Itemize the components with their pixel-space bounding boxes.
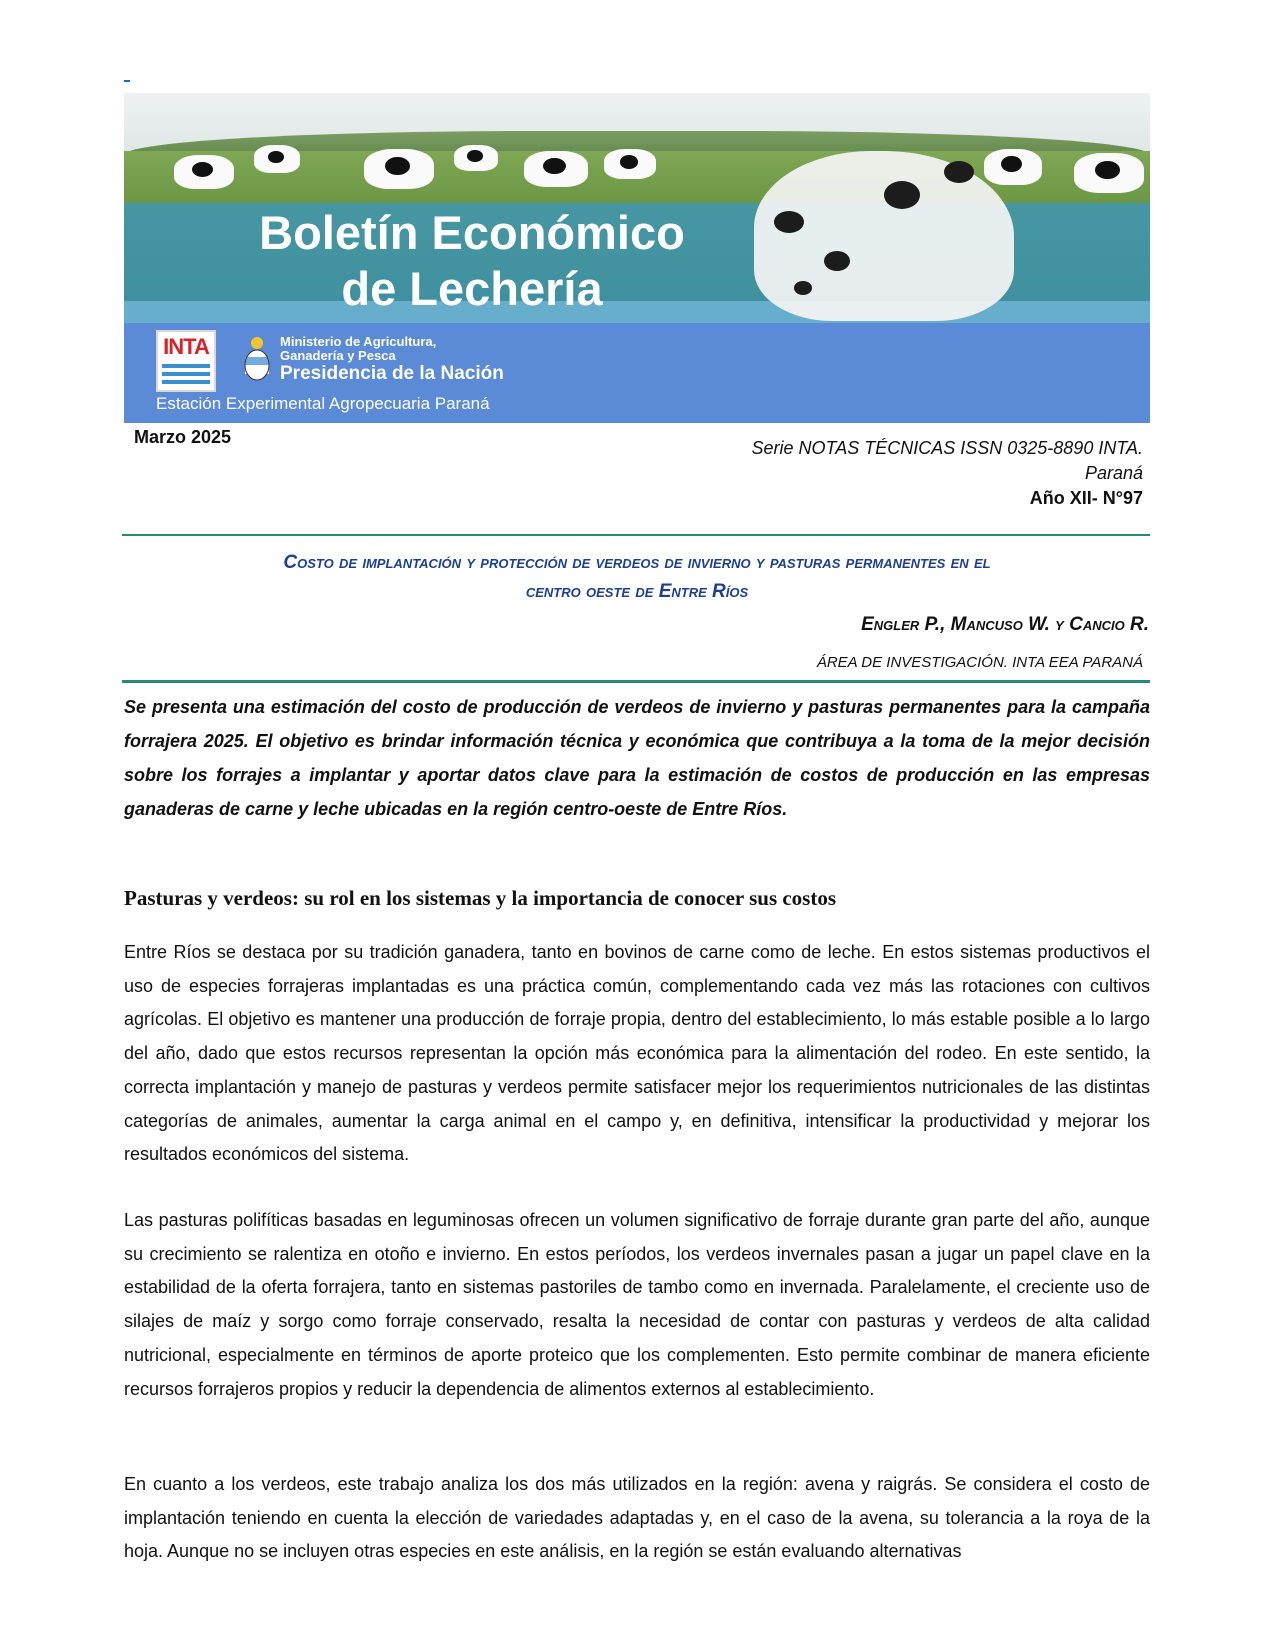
cow-illustration bbox=[524, 151, 588, 187]
series-line2: Paraná bbox=[1084, 463, 1143, 483]
inta-logo bbox=[156, 330, 216, 392]
series-info bbox=[623, 436, 1143, 486]
abstract: Se presenta una estimación del costo de producción de verdeos de invierno y pasturas permanentes para la campaña forrajera 2025. El objetivo es brindar información técnica y económica que contribuya a la toma de la mejor decisión sobre los forrajes a implantar y aportar datos clave para la estimación de costos de producción en las empresas ganaderas de carne y leche ubicadas en la región centro-oeste de Entre Ríos. bbox=[124, 697, 1150, 819]
research-area: ÁREA DE INVESTIGACIÓN. INTA EEA PARANÁ bbox=[816, 654, 1143, 671]
banner-title-line1: Boletín Económico bbox=[259, 206, 685, 259]
series-line1: Serie NOTAS TÉCNICAS ISSN 0325-8890 INTA. bbox=[751, 438, 1143, 458]
body-paragraph: Entre Ríos se destaca por su tradición ganadera, tanto en bovinos de carne como de leche. En estos sistemas productivos el uso de especies forrajeras implantadas es una práctica común, complementando cada vez más las rotaciones con cultivos agrícolas. El objetivo es mantener una producción de forraje propia, dentro del establecimiento, lo más estable posible a lo largo del año, dado que estos recursos representan la opción más económica para la alimentación del rodeo. En este sentido, la correcta implantación y manejo de pasturas y verdeos permite satisfacer mejor los requerimientos nutricionales de las distintas categorías de animales, aumentar la carga animal en el campo y, en definitiva, intensificar la productividad y mejorar los resultados económicos del sistema. bbox=[124, 942, 1150, 1165]
cow-illustration bbox=[254, 145, 300, 173]
article-title bbox=[124, 548, 1150, 606]
body-paragraph: En cuanto a los verdeos, este trabajo analiza los dos más utilizados en la región: avena y raigrás. Se considera el costo de implantación teniendo en cuenta la elección de variedades adaptadas y, en el caso de la avena, su tolerancia a la roya de la hoja. Aunque no se incluyen otras especies en este análisis, en la región se están evaluando alternativas bbox=[124, 1474, 1150, 1562]
presidency-name: Presidencia de la Nación bbox=[280, 363, 504, 384]
header-banner bbox=[124, 93, 1150, 423]
cow-illustration bbox=[364, 149, 434, 189]
station-name: Estación Experimental Agropecuaria Paraná bbox=[156, 394, 490, 413]
body-paragraph: Las pasturas polifíticas basadas en leguminosas ofrecen un volumen significativo de forraje durante gran parte del año, aunque su crecimiento se ralentiza en otoño e invierno. En estos períodos, los verdeos invernales pasan a jugar un papel clave en la estabilidad de la oferta forrajera, tanto en sistemas pastoriles de tambo como en invernada. Paralelamente, el creciente uso de silajes de maíz y sorgo como forraje conservado, resalta la necesidad de contar con pasturas y verdeos de alta calidad nutricional, especialmente en términos de aporte proteico que los complementen. Esto permite combinar de manera eficiente recursos forrajeros propios y reducir la dependencia de alimentos externos al establecimiento. bbox=[124, 1210, 1150, 1399]
page-mark bbox=[124, 80, 130, 82]
section-heading: Pasturas y verdeos: su rol en los sistemas y la importancia de conocer sus costos bbox=[124, 886, 837, 910]
ministry-line2: Ganadería y Pesca bbox=[280, 348, 396, 363]
article-title-line1: Costo de implantación y protección de verdeos de invierno y pasturas permanentes en el bbox=[283, 552, 991, 573]
cow-illustration bbox=[174, 155, 234, 189]
divider-bottom bbox=[122, 680, 1150, 683]
ministry-line1: Ministerio de Agricultura, bbox=[280, 334, 437, 349]
cow-illustration bbox=[984, 149, 1042, 185]
issue-number: Año XII- N°97 bbox=[1029, 488, 1143, 508]
issue-date: Marzo 2025 bbox=[134, 427, 232, 447]
banner-title-line2: de Lechería bbox=[341, 262, 603, 315]
divider-top bbox=[122, 534, 1150, 536]
article-authors: Engler P., Mancuso W. y Cancio R. bbox=[861, 614, 1149, 635]
national-shield-icon bbox=[242, 335, 272, 383]
cow-illustration bbox=[604, 149, 656, 179]
inta-logo-text: INTA bbox=[163, 334, 209, 359]
cow-illustration bbox=[1074, 153, 1144, 193]
article-title-line2: centro oeste de Entre Ríos bbox=[525, 581, 749, 602]
ministry-name bbox=[280, 335, 436, 363]
grazing-cow-illustration bbox=[754, 151, 1014, 321]
banner-title bbox=[232, 205, 712, 317]
cow-illustration bbox=[454, 145, 498, 171]
